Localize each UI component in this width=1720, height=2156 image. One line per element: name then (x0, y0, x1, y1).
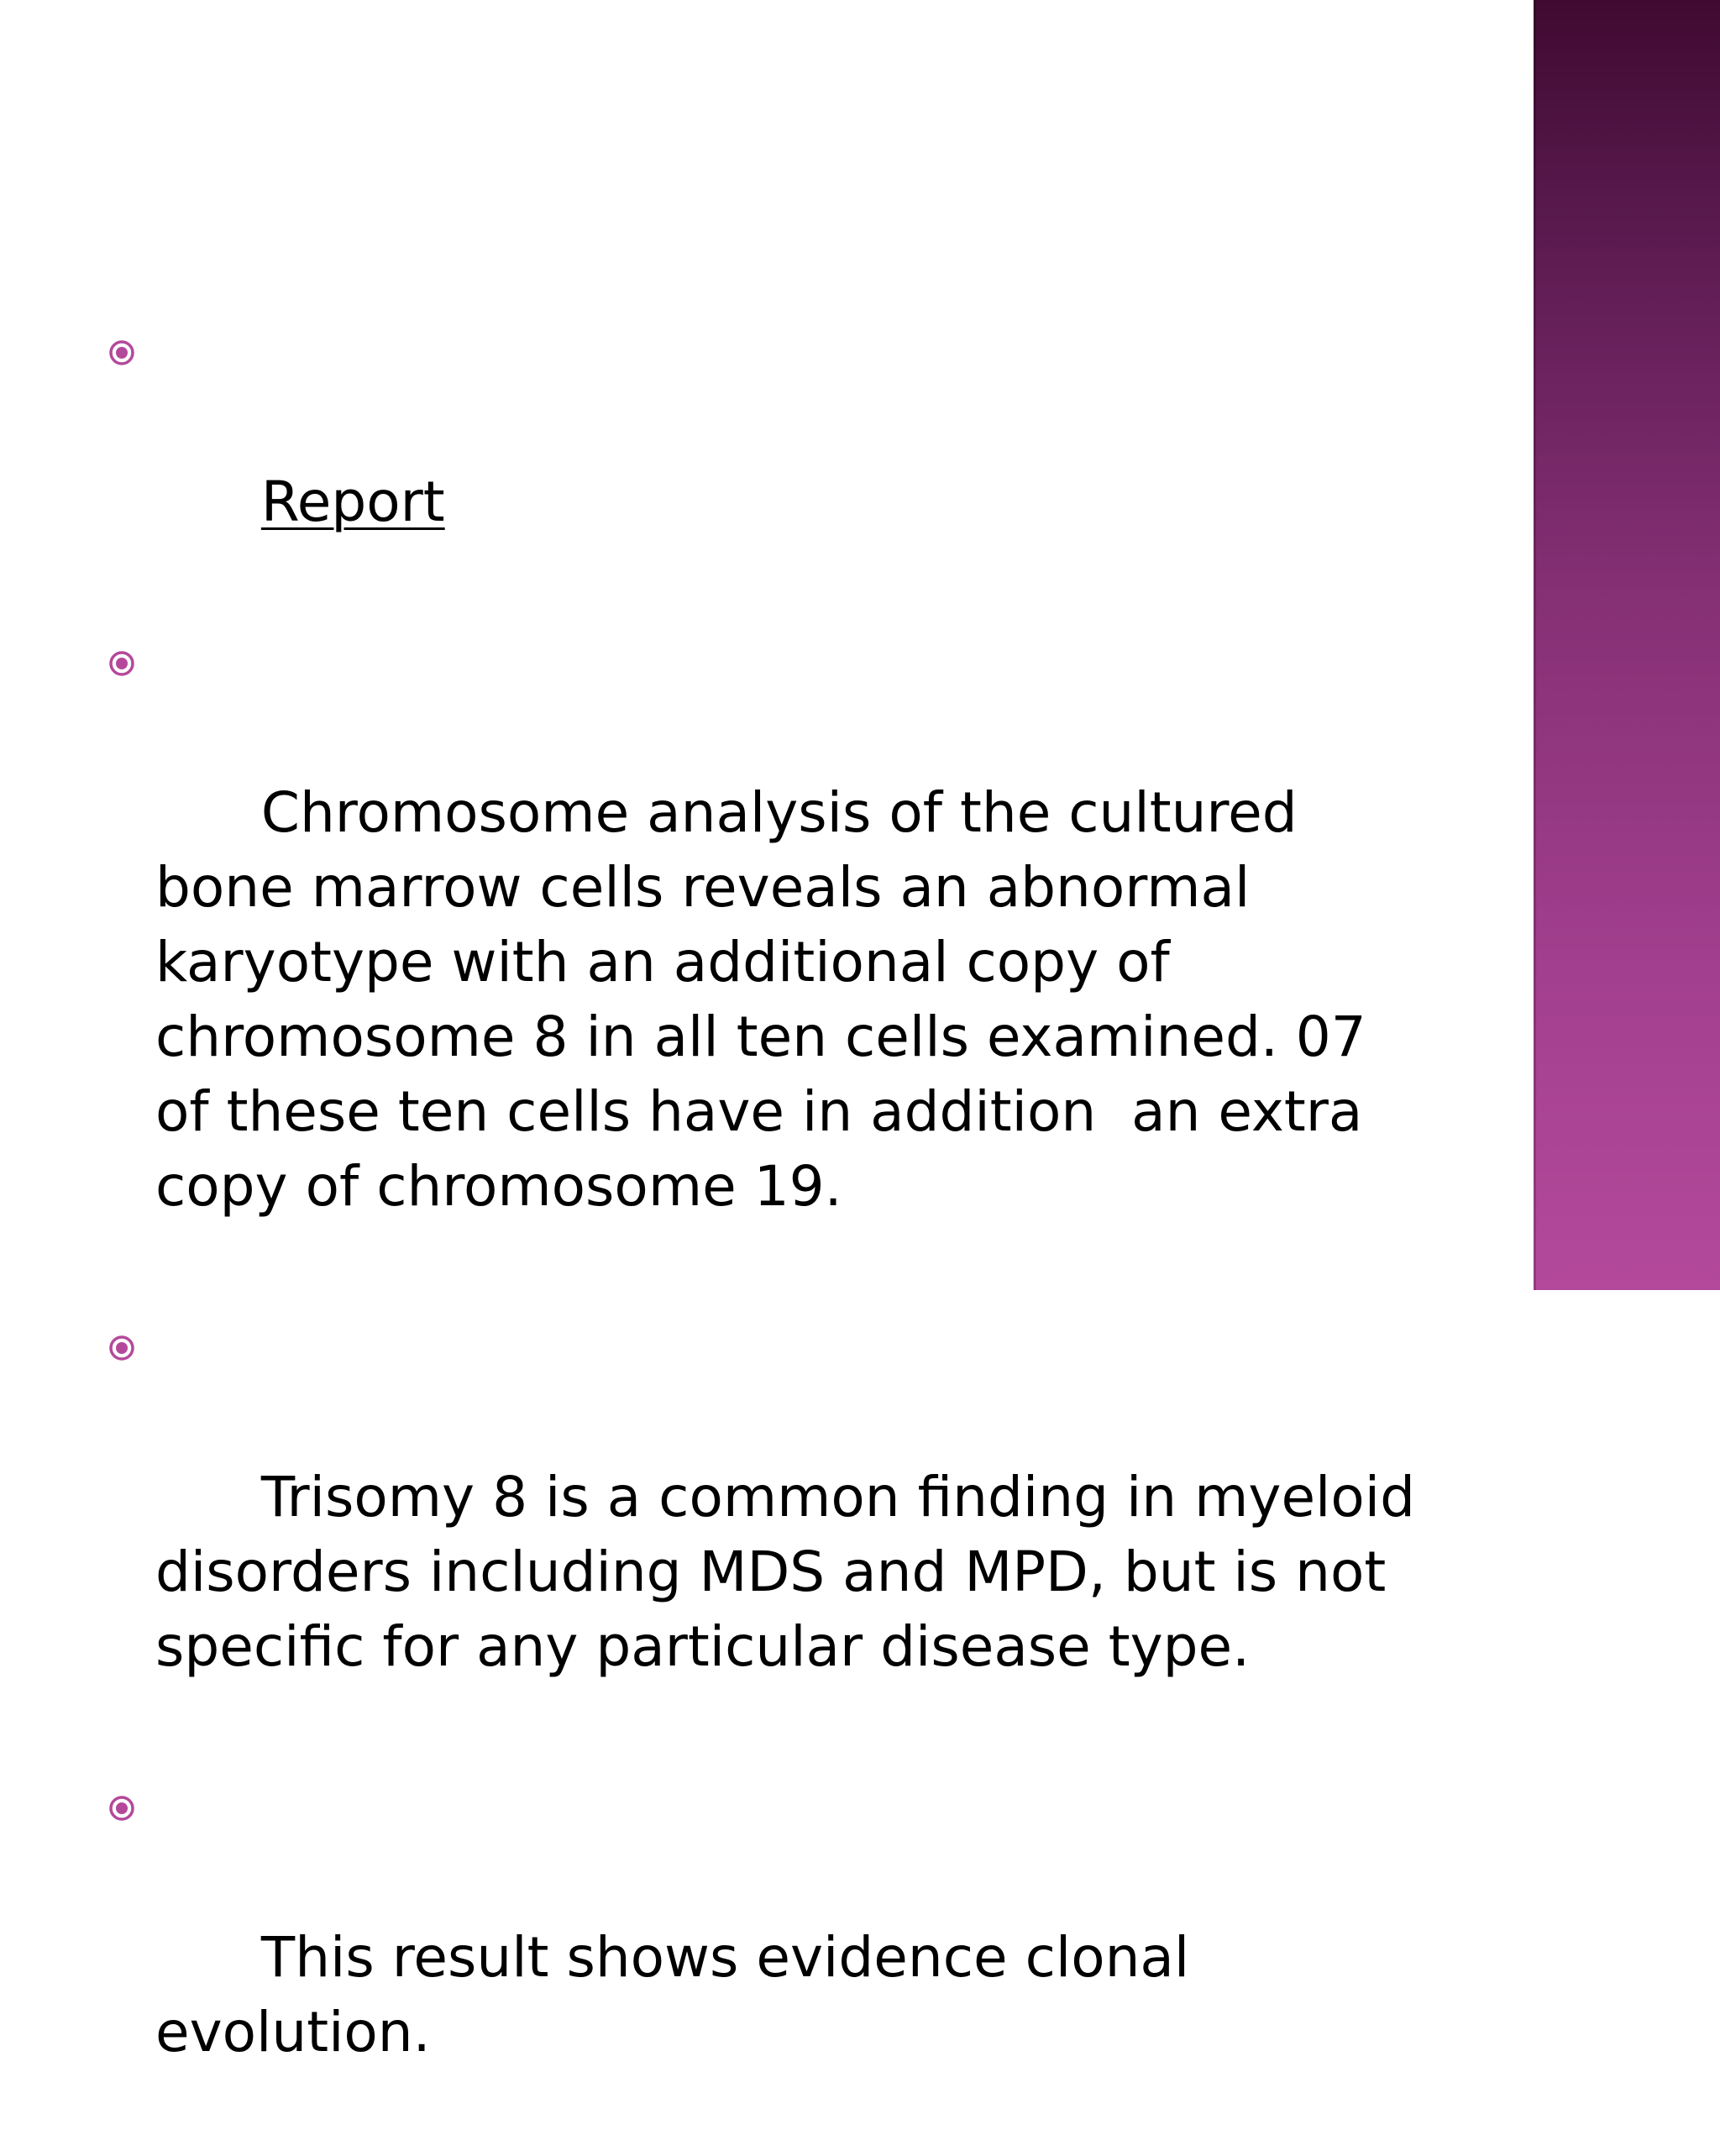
bullet-text: Chromosome analysis of the cultured bone marrow cells reveals an abnormal karyotype with an additional copy of chromosome 8 in all ten cells examined. 07 of these ten cells have in addition an extra copy of chromosome 19. (155, 780, 1384, 1219)
target-bullet-icon (108, 1335, 135, 1361)
bullet-item-trisomy-8 (105, 1310, 1433, 1759)
bullet-list (105, 315, 1433, 2156)
bullet-item-chromosome-analysis (105, 626, 1415, 1298)
side-bar-edge (1534, 0, 1536, 1290)
target-bullet-icon (108, 650, 135, 677)
bullet-item-clonal-evolution (105, 1770, 1415, 2144)
bullet-text: Trisomy 8 is a common finding in myeloid disorders including MDS and MPD, but is not specific for any particular disease type. (155, 1465, 1433, 1679)
decorative-side-bar (1534, 0, 1720, 1290)
bullet-text: This result shows evidence clonal evolution. (155, 1925, 1208, 2064)
report-heading: Report (260, 469, 445, 534)
target-bullet-icon (108, 1795, 135, 1822)
target-bullet-icon (108, 339, 135, 366)
bullet-item-report (105, 315, 1415, 614)
